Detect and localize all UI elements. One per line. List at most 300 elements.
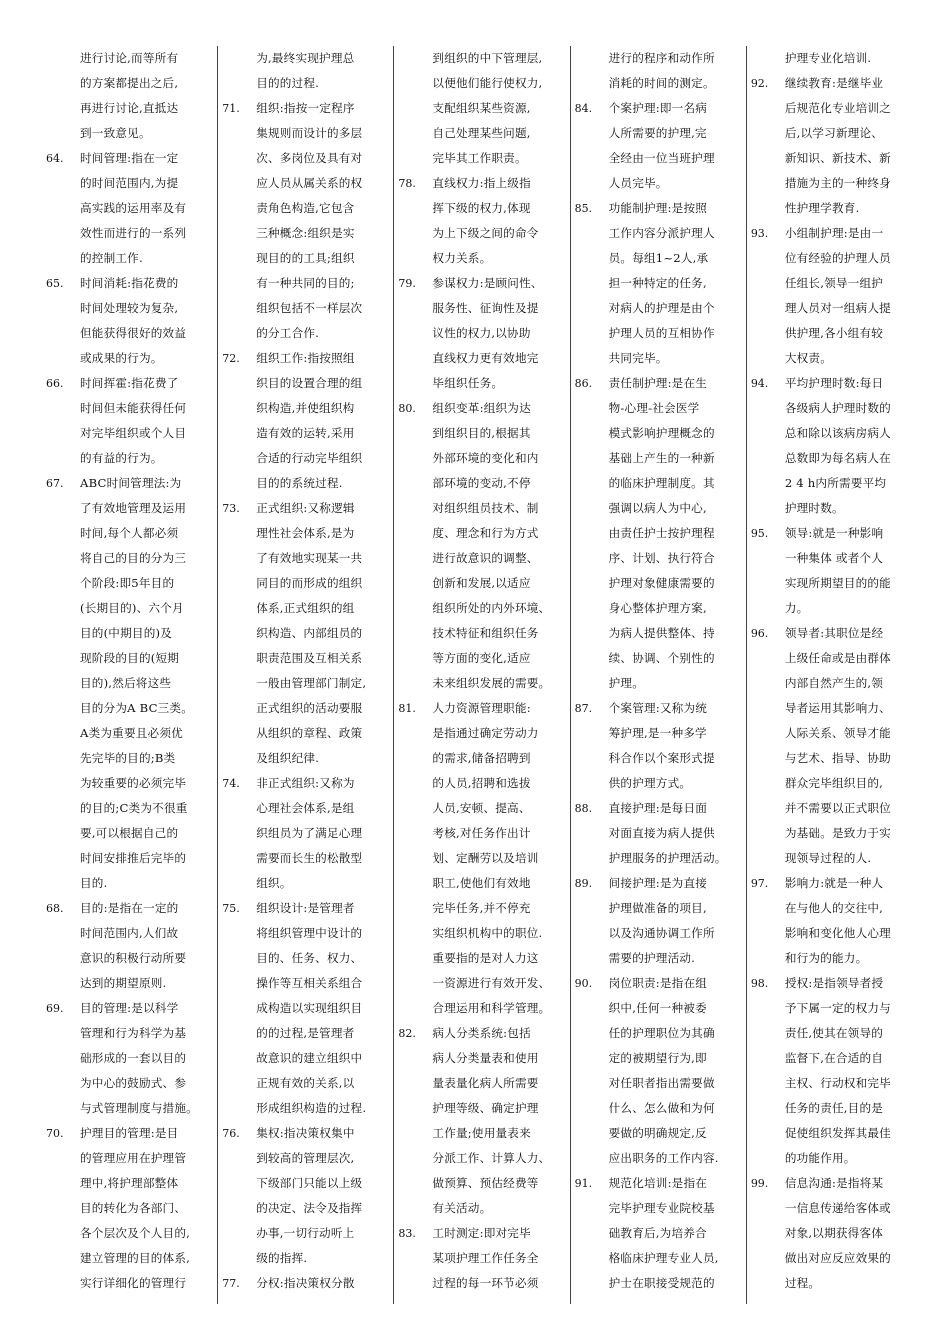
entry-text: 目的分为A BC三类。	[80, 701, 194, 715]
number-gutter	[398, 971, 432, 996]
entry-text: 为中心的鼓励式、参	[80, 1076, 187, 1090]
entry-text: 各个层次及个人目的,	[80, 1226, 191, 1240]
number-gutter	[575, 221, 609, 246]
entry-text: 组织所处的内外环境、	[432, 601, 551, 615]
number-gutter	[398, 1046, 432, 1071]
text-line	[751, 1121, 914, 1146]
number-gutter	[222, 271, 256, 296]
number-gutter	[222, 1021, 256, 1046]
number-gutter	[398, 96, 432, 121]
number-gutter	[46, 1146, 80, 1171]
entry-text: 目的:是指在一定的	[80, 901, 179, 915]
text-line	[222, 1096, 385, 1121]
number-gutter	[575, 996, 609, 1021]
number-gutter	[575, 446, 609, 471]
text-line	[398, 271, 561, 296]
number-gutter	[46, 646, 80, 671]
number-gutter	[222, 1246, 256, 1271]
text-line	[575, 321, 738, 346]
entry-text: 时间安排推后完毕的	[80, 851, 187, 865]
text-line	[751, 496, 914, 521]
text-line	[398, 346, 561, 371]
entry-text: 个案护理:即一名病	[608, 101, 708, 115]
entry-text: (长期目的)、六个月	[80, 601, 184, 615]
text-line	[222, 46, 385, 71]
number-gutter	[751, 746, 785, 771]
entry-text: 工时测定:即对完毕	[432, 1226, 531, 1240]
number-gutter	[222, 171, 256, 196]
number-gutter	[751, 821, 785, 846]
text-line	[222, 296, 385, 321]
entry-number: 97.	[750, 877, 769, 890]
text-line	[46, 96, 209, 121]
entry-text: 现阶段的目的(短期	[80, 651, 180, 665]
definition-entry	[398, 1021, 561, 1221]
entry-text: 做预算、预估经费等	[432, 1176, 539, 1190]
definition-entry	[222, 896, 385, 1121]
text-line	[222, 1121, 385, 1146]
number-gutter	[398, 121, 432, 146]
entry-text: 序、计划、执行符合	[608, 551, 715, 565]
text-line	[46, 646, 209, 671]
text-line	[46, 246, 209, 271]
text-line	[398, 371, 561, 396]
number-gutter	[575, 571, 609, 596]
text-line	[751, 621, 914, 646]
number-gutter	[398, 521, 432, 546]
entry-text: 护理时数。	[784, 501, 844, 515]
definition-entry	[575, 796, 738, 871]
entry-text: 现领导过程的人.	[784, 851, 872, 865]
number-gutter	[751, 421, 785, 446]
text-line	[575, 1096, 738, 1121]
number-gutter	[575, 1071, 609, 1096]
entry-text: 织构造,并使组织构	[256, 401, 355, 415]
entry-text: 一信息传递给客体或	[784, 1201, 891, 1215]
entry-number: 74.	[222, 777, 240, 790]
text-line	[222, 371, 385, 396]
entry-text: 时间,每个人都必须	[80, 526, 179, 540]
number-gutter	[46, 1221, 80, 1246]
number-gutter	[398, 1196, 432, 1221]
entry-text: 同目的而形成的组织	[256, 576, 363, 590]
number-gutter	[751, 271, 785, 296]
text-line	[575, 821, 738, 846]
text-line	[46, 671, 209, 696]
definition-entry	[575, 1171, 738, 1296]
entry-text: 影响和变化他人心理	[784, 926, 891, 940]
number-gutter	[222, 946, 256, 971]
entry-text: 的需求,储备招聘到	[432, 751, 531, 765]
definition-entry	[222, 496, 385, 771]
text-line	[575, 171, 738, 196]
number-gutter	[398, 596, 432, 621]
text-line	[398, 496, 561, 521]
text-line	[46, 396, 209, 421]
text-line	[222, 771, 385, 796]
text-line	[46, 1271, 209, 1296]
number-gutter	[398, 896, 432, 921]
entry-text: 对任职者指出需要做	[608, 1076, 715, 1090]
text-line	[575, 1071, 738, 1096]
entry-text: 总数即为每名病人在	[784, 451, 891, 465]
number-gutter	[46, 671, 80, 696]
entry-text: 予下属一定的权力与	[784, 1001, 891, 1015]
entry-text: 主权、行动权和完毕	[784, 1076, 891, 1090]
entry-text: 责角色构造,它包含	[256, 201, 355, 215]
text-line	[46, 846, 209, 871]
text-line	[575, 721, 738, 746]
number-gutter	[46, 1246, 80, 1271]
text-line	[751, 921, 914, 946]
text-line	[751, 546, 914, 571]
number-gutter	[751, 471, 785, 496]
text-line	[575, 946, 738, 971]
entry-text: 时间消耗:指花费的	[80, 276, 179, 290]
number-gutter	[398, 721, 432, 746]
number-gutter	[751, 796, 785, 821]
number-gutter	[222, 321, 256, 346]
text-line	[222, 396, 385, 421]
text-line	[751, 171, 914, 196]
number-gutter	[398, 296, 432, 321]
entry-number: 72.	[222, 352, 240, 365]
number-gutter	[751, 946, 785, 971]
entry-number: 94.	[750, 377, 769, 390]
entry-text: 正式组织的活动要服	[256, 701, 363, 715]
text-line	[751, 421, 914, 446]
number-gutter	[575, 546, 609, 571]
entry-text: 量表量化病人所需要	[432, 1076, 539, 1090]
entry-text: 有关活动。	[432, 1201, 492, 1215]
entry-text: 以及沟通协调工作所	[608, 926, 715, 940]
text-line	[575, 446, 738, 471]
definition-entry	[751, 871, 914, 971]
text-column	[393, 46, 569, 1304]
entry-text: 后规范化专业培训之	[784, 101, 891, 115]
number-gutter	[398, 746, 432, 771]
number-gutter	[222, 796, 256, 821]
definition-entry	[398, 396, 561, 696]
entry-text: 目的的过程.	[256, 76, 320, 90]
entry-text: 毕组织任务。	[432, 376, 504, 390]
entry-text: 服务性、征询性及提	[432, 301, 539, 315]
text-line	[398, 571, 561, 596]
text-line	[398, 1071, 561, 1096]
number-gutter	[575, 1021, 609, 1046]
text-line	[751, 521, 914, 546]
text-line	[398, 996, 561, 1021]
text-line	[46, 171, 209, 196]
number-gutter	[46, 321, 80, 346]
text-line	[751, 121, 914, 146]
entry-text: 护理做准备的项目,	[608, 901, 707, 915]
number-gutter	[398, 196, 432, 221]
text-line	[751, 571, 914, 596]
entry-text: 职工,使他们有效地	[432, 876, 531, 890]
number-gutter	[751, 496, 785, 521]
definition-entry	[222, 1121, 385, 1271]
entry-text: 目的、任务、权力、	[256, 951, 363, 965]
number-gutter	[575, 1271, 609, 1296]
text-line	[46, 946, 209, 971]
entry-text: 护理目的管理:是目	[80, 1126, 179, 1140]
text-line	[46, 521, 209, 546]
entry-text: 到组织的中下管理层,	[432, 51, 543, 65]
entry-text: 集规则而设计的多层	[256, 126, 363, 140]
text-line	[575, 746, 738, 771]
definition-entry	[575, 196, 738, 371]
number-gutter	[575, 596, 609, 621]
entry-number: 88.	[574, 802, 593, 815]
entry-text: 心理社会体系,是组	[256, 801, 355, 815]
text-line	[398, 121, 561, 146]
entry-text: 集权:指决策权集中	[256, 1126, 355, 1140]
number-gutter	[751, 196, 785, 221]
text-line	[398, 1046, 561, 1071]
number-gutter	[751, 896, 785, 921]
text-line	[751, 71, 914, 96]
number-gutter	[575, 346, 609, 371]
number-gutter	[222, 1221, 256, 1246]
entry-text: 完毕其工作职责。	[432, 151, 527, 165]
number-gutter	[575, 1196, 609, 1221]
text-line	[751, 721, 914, 746]
number-gutter	[222, 721, 256, 746]
entry-text: 但能获得很好的效益	[80, 326, 187, 340]
number-gutter	[222, 746, 256, 771]
entry-number: 99.	[750, 1177, 769, 1190]
text-line	[46, 896, 209, 921]
number-gutter	[751, 1146, 785, 1171]
number-gutter	[46, 96, 80, 121]
text-line	[398, 771, 561, 796]
entry-text: 目的管理:是以科学	[80, 1001, 179, 1015]
definition-entry	[751, 221, 914, 371]
number-gutter	[398, 1171, 432, 1196]
text-line	[46, 196, 209, 221]
number-gutter	[222, 621, 256, 646]
entry-text: 操作等互相关系组合	[256, 976, 363, 990]
text-line	[398, 471, 561, 496]
text-line	[222, 846, 385, 871]
text-line	[46, 1021, 209, 1046]
number-gutter	[46, 221, 80, 246]
number-gutter	[46, 546, 80, 571]
number-gutter	[46, 946, 80, 971]
text-line	[222, 271, 385, 296]
number-gutter	[222, 596, 256, 621]
entry-text: 对组织组员技术、制	[432, 501, 539, 515]
text-line	[222, 821, 385, 846]
definition-entry	[46, 146, 209, 271]
text-line	[46, 446, 209, 471]
entry-text: 过程的每一环节必须	[432, 1276, 539, 1290]
entry-text: 授权:是指领导者授	[784, 976, 884, 990]
entry-text: 后,以学习新理论、	[784, 126, 884, 140]
text-line	[222, 996, 385, 1021]
entry-text: 继续教育:是继毕业	[784, 76, 884, 90]
entry-text: 任组长,领导一组护	[784, 276, 884, 290]
entry-text: 续、协调、个别性的	[608, 651, 715, 665]
number-gutter	[751, 1046, 785, 1071]
entry-text: 做出对应反应效果的	[784, 1251, 891, 1265]
number-gutter	[398, 46, 432, 71]
entry-text: 时间挥霍:指花费了	[80, 376, 179, 390]
number-gutter	[222, 1071, 256, 1096]
text-line	[575, 1146, 738, 1171]
entry-text: 责任,使其在领导的	[784, 1026, 884, 1040]
entry-text: 重要指的是对人力这	[432, 951, 539, 965]
number-gutter	[575, 921, 609, 946]
text-line	[575, 646, 738, 671]
text-line	[575, 771, 738, 796]
document-page	[42, 46, 922, 1304]
entry-text: 到一致意见。	[80, 126, 151, 140]
number-gutter	[751, 171, 785, 196]
text-line	[398, 721, 561, 746]
text-line	[575, 246, 738, 271]
text-line	[398, 621, 561, 646]
number-gutter	[222, 546, 256, 571]
text-line	[46, 271, 209, 296]
text-line	[575, 1196, 738, 1221]
entry-text: 础教育后,为培养合	[608, 1226, 707, 1240]
text-line	[751, 1271, 914, 1296]
number-gutter	[46, 846, 80, 871]
number-gutter	[575, 1046, 609, 1071]
number-gutter	[751, 571, 785, 596]
entry-text: 织目的设置合理的组	[256, 376, 363, 390]
entry-text: 上级任命或是由群体	[784, 651, 891, 665]
text-line	[751, 96, 914, 121]
number-gutter	[222, 1146, 256, 1171]
number-gutter	[222, 821, 256, 846]
text-line	[575, 471, 738, 496]
text-line	[46, 1171, 209, 1196]
text-line	[575, 421, 738, 446]
number-gutter	[222, 521, 256, 546]
number-gutter	[575, 471, 609, 496]
entry-text: 规范化培训:是指在	[608, 1176, 708, 1190]
text-line	[222, 1046, 385, 1071]
text-line	[398, 296, 561, 321]
entry-text: 性护理学教育.	[784, 201, 860, 215]
text-line	[751, 796, 914, 821]
entry-text: 信息沟通:是指将某	[784, 1176, 884, 1190]
text-line	[46, 1146, 209, 1171]
text-line	[222, 221, 385, 246]
entry-number: 93.	[750, 227, 769, 240]
number-gutter	[398, 796, 432, 821]
number-gutter	[751, 846, 785, 871]
entry-text: 的的过程,是管理者	[256, 1026, 355, 1040]
text-line	[222, 1071, 385, 1096]
text-line	[575, 521, 738, 546]
text-line	[398, 196, 561, 221]
text-line	[222, 796, 385, 821]
entry-text: 分派工作、计算人力、	[432, 1151, 551, 1165]
entry-text: 从组织的章程、政策	[256, 726, 363, 740]
definition-entry	[751, 71, 914, 221]
text-line	[46, 471, 209, 496]
text-line	[575, 121, 738, 146]
number-gutter	[398, 571, 432, 596]
text-column	[570, 46, 746, 1304]
entry-text: 应出职务的工作内容.	[608, 1151, 719, 1165]
number-gutter	[575, 171, 609, 196]
entry-text: 需要而长生的松散型	[256, 851, 363, 865]
text-line	[222, 1146, 385, 1171]
text-line	[575, 1171, 738, 1196]
definition-entry	[575, 971, 738, 1171]
entry-number: 67.	[46, 477, 64, 490]
entry-text: 间接护理:是为直接	[608, 876, 708, 890]
text-line	[575, 571, 738, 596]
text-line	[751, 971, 914, 996]
number-gutter	[222, 696, 256, 721]
text-line	[222, 1271, 385, 1296]
number-gutter	[398, 496, 432, 521]
text-line	[751, 871, 914, 896]
number-gutter	[575, 896, 609, 921]
number-gutter	[46, 621, 80, 646]
definition-entry	[46, 46, 209, 146]
text-line	[575, 1271, 738, 1296]
number-gutter	[751, 1121, 785, 1146]
entry-text: 为上下级之间的命令	[432, 226, 539, 240]
number-gutter	[398, 221, 432, 246]
text-line	[46, 771, 209, 796]
entry-text: 责任制护理:是在生	[608, 376, 708, 390]
text-line	[222, 521, 385, 546]
text-line	[398, 221, 561, 246]
text-line	[222, 321, 385, 346]
text-line	[222, 946, 385, 971]
entry-text: 护理。	[608, 676, 644, 690]
entry-text: 领导者:其职位是经	[784, 626, 884, 640]
number-gutter	[398, 71, 432, 96]
text-line	[46, 596, 209, 621]
text-line	[575, 1221, 738, 1246]
entry-text: 组织。	[256, 876, 292, 890]
entry-text: 度、理念和行为方式	[432, 526, 539, 540]
text-line	[222, 971, 385, 996]
text-line	[222, 246, 385, 271]
entry-text: 直线权力:指上级指	[432, 176, 531, 190]
text-line	[751, 1096, 914, 1121]
entry-text: 为病人提供整体、持	[608, 626, 715, 640]
number-gutter	[222, 571, 256, 596]
definition-entry	[222, 46, 385, 96]
number-gutter	[751, 121, 785, 146]
text-column	[42, 46, 217, 1304]
text-line	[751, 1046, 914, 1071]
entry-text: 到较高的管理层次,	[256, 1151, 355, 1165]
entry-text: 工作量;使用量表来	[432, 1126, 531, 1140]
entry-text: 实组织机构中的职位.	[432, 926, 543, 940]
entry-text: 分权:指决策权分散	[256, 1276, 355, 1290]
text-line	[751, 446, 914, 471]
entry-text: 的分工合作.	[256, 326, 320, 340]
text-line	[751, 1146, 914, 1171]
text-line	[46, 1071, 209, 1096]
definition-entry	[575, 696, 738, 796]
number-gutter	[751, 921, 785, 946]
text-line	[398, 546, 561, 571]
entry-text: 外部环境的变化和内	[432, 451, 539, 465]
definition-entry	[46, 996, 209, 1121]
